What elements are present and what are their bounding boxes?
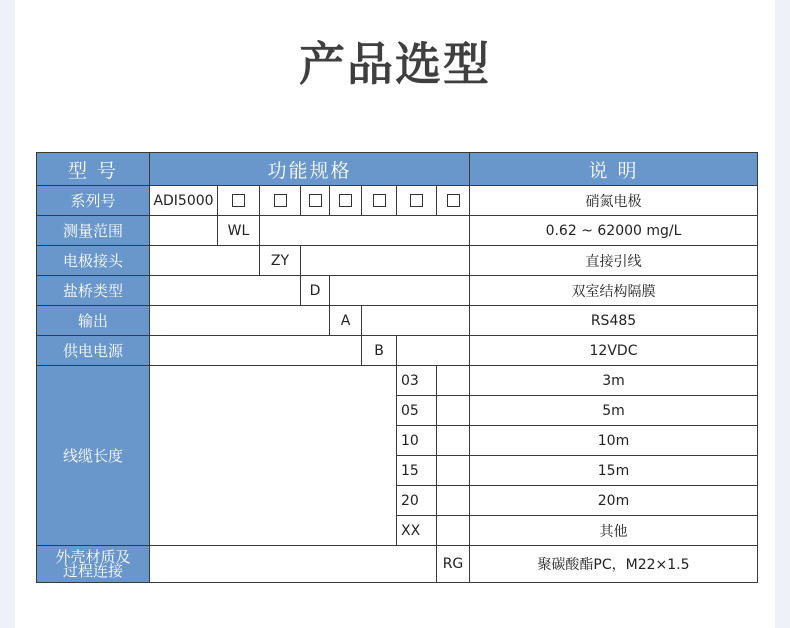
empty-cell [330,276,470,306]
checkbox-icon [232,194,245,207]
empty-cell [301,246,470,276]
desc-bridge: 双室结构隔膜 [470,276,758,306]
option-box [437,186,470,216]
desc-cable: 10m [470,426,758,456]
code-range: WL [218,216,260,246]
empty-cell [437,396,470,426]
empty-cell [437,366,470,396]
code-power: B [362,336,397,366]
desc-cable: 5m [470,396,758,426]
empty-cell [437,456,470,486]
empty-cell [362,306,470,336]
code-output: A [330,306,362,336]
desc-material: 聚碳酸酯PC，M22×1.5 [470,546,758,583]
row-label-bridge: 盐桥类型 [37,276,150,306]
option-box [362,186,397,216]
option-box [397,186,437,216]
checkbox-icon [339,194,352,207]
checkbox-icon [373,194,386,207]
checkbox-icon [410,194,423,207]
header-desc: 说 明 [470,153,758,186]
checkbox-icon [274,194,287,207]
header-spec: 功能规格 [150,153,470,186]
desc-series: 硝氮电极 [470,186,758,216]
code-cable: XX [397,516,437,546]
empty-cell [150,336,362,366]
empty-cell [437,426,470,456]
code-cable: 15 [397,456,437,486]
checkbox-icon [309,194,322,207]
header-model: 型 号 [37,153,150,186]
empty-cell [437,516,470,546]
table-row [37,366,758,396]
row-label-output: 输出 [37,306,150,336]
code-series: ADI5000 [150,186,218,216]
row-label-material-line1: 外壳材质及 [55,548,131,566]
header-row [37,153,758,186]
row-label-connector: 电极接头 [37,246,150,276]
row-label-series: 系列号 [37,186,150,216]
row-label-material-line2: 过程连接 [62,562,123,580]
option-box [330,186,362,216]
desc-cable: 15m [470,456,758,486]
table-row [37,186,758,216]
table-row [37,216,758,246]
empty-cell [437,486,470,516]
desc-power: 12VDC [470,336,758,366]
code-bridge: D [301,276,330,306]
desc-range: 0.62 ~ 62000 mg/L [470,216,758,246]
table-row [37,546,758,583]
desc-cable: 3m [470,366,758,396]
desc-cable: 20m [470,486,758,516]
row-label-cable: 线缆长度 [37,366,150,546]
option-box [218,186,260,216]
code-connector: ZY [260,246,301,276]
desc-output: RS485 [470,306,758,336]
code-material: RG [437,546,470,583]
checkbox-icon [447,194,460,207]
empty-cell [150,246,260,276]
table-row [37,276,758,306]
empty-cell [150,276,301,306]
desc-connector: 直接引线 [470,246,758,276]
empty-cell [150,216,218,246]
code-cable: 10 [397,426,437,456]
selection-table [36,152,758,583]
table-row [37,246,758,276]
option-box [301,186,330,216]
desc-cable: 其他 [470,516,758,546]
row-label-material [37,546,150,583]
empty-cell [150,366,397,546]
empty-cell [260,216,470,246]
empty-cell [150,306,330,336]
code-cable: 20 [397,486,437,516]
empty-cell [397,336,470,366]
table-row [37,306,758,336]
code-cable: 05 [397,396,437,426]
option-box [260,186,301,216]
row-label-power: 供电电源 [37,336,150,366]
row-label-range: 测量范围 [37,216,150,246]
code-cable: 03 [397,366,437,396]
page-title: 产品选型 [299,37,491,91]
table-row [37,336,758,366]
empty-cell [150,546,437,583]
